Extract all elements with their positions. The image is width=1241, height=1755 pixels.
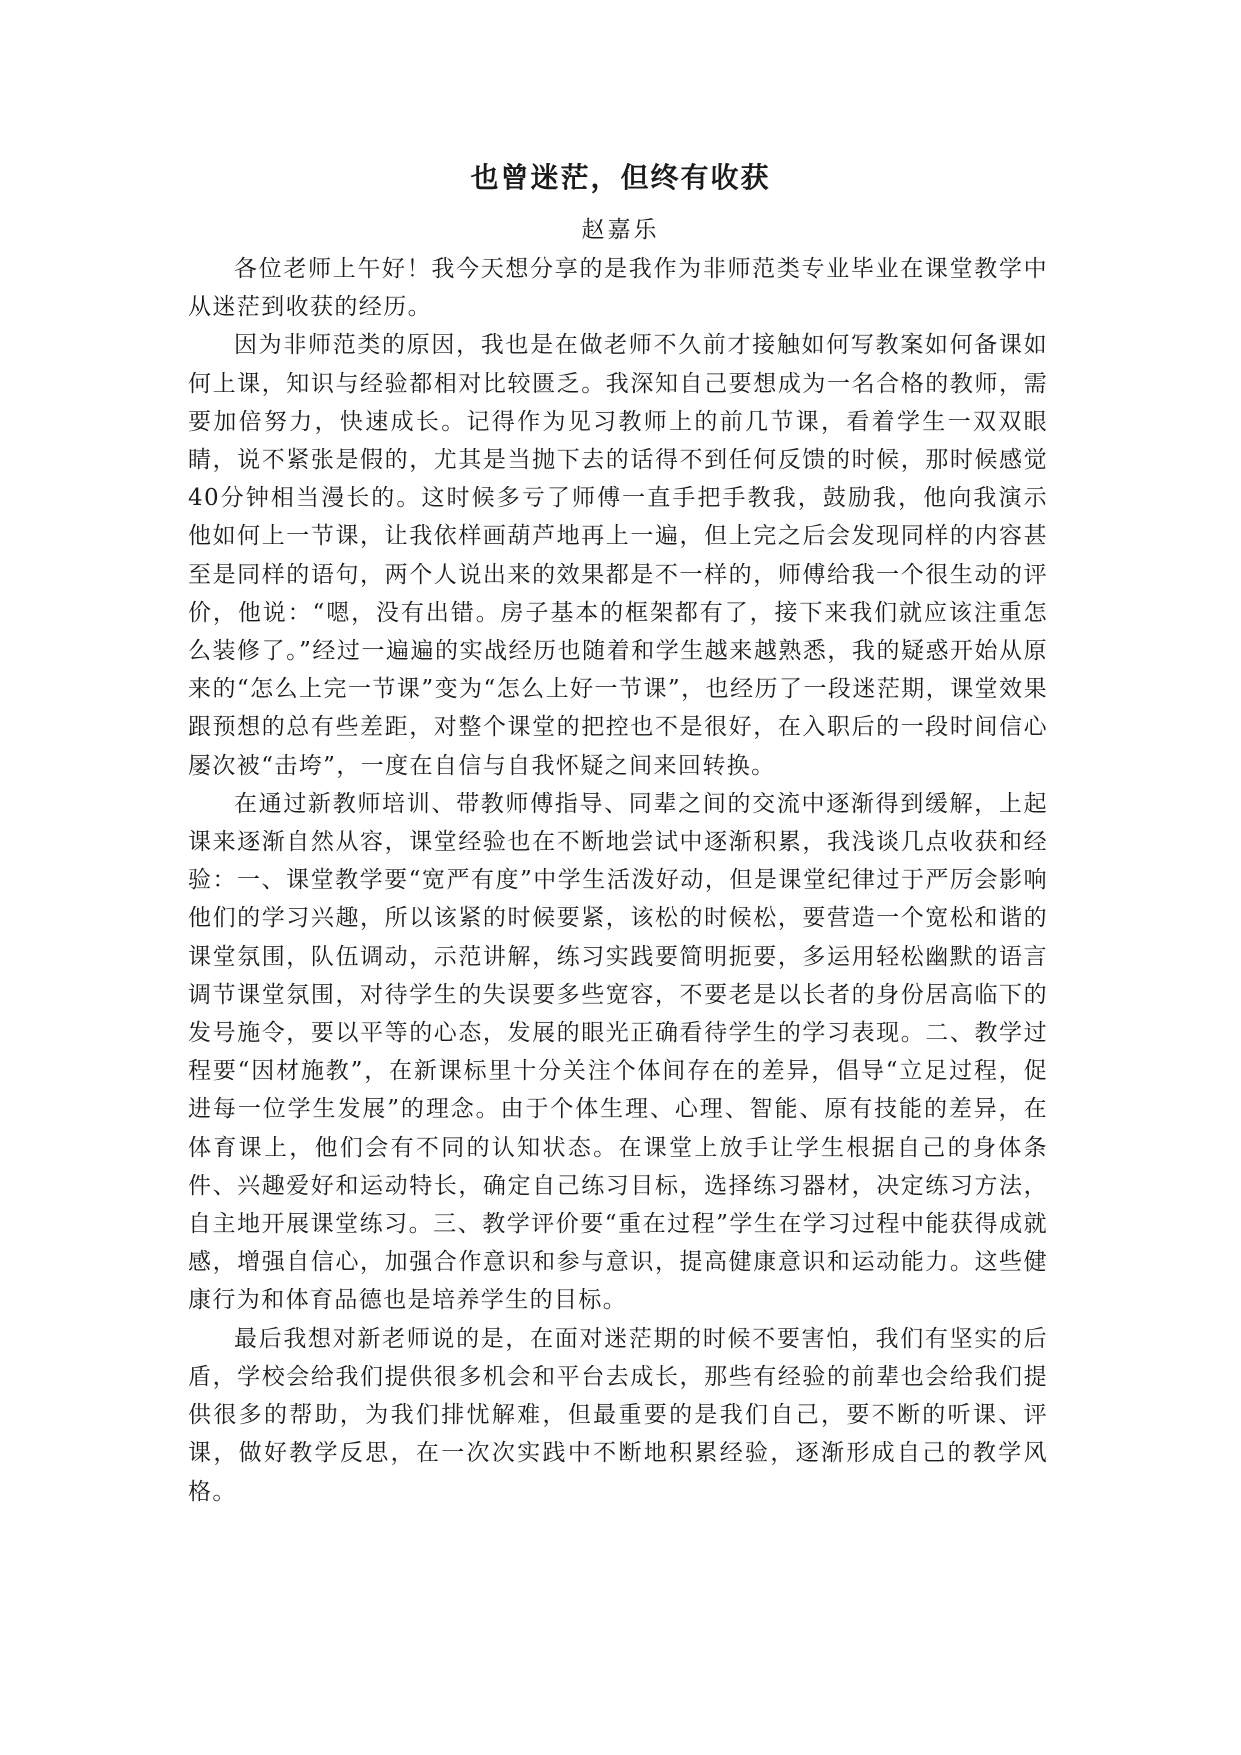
paragraph-closing: 最后我想对新老师说的是，在面对迷茫期的时候不要害怕，我们有坚实的后盾，学校会给我们提供很多机会和平台去成长，那些有经验的前辈也会给我们提供很多的帮助，为我们排忧解难，但最重要的是我们自己，要不断的听课、评课，做好教学反思，在一次次实践中不断地积累经验，逐渐形成自己的教学风格。 [188, 1325, 1048, 1505]
paragraph-experience: 在通过新教师培训、带教师傅指导、同辈之间的交流中逐渐得到缓解，上起课来逐渐自然从容，课堂经验也在不断地尝试中逐渐积累，我浅谈几点收获和经验：一、课堂教学要“宽严有度”中学生活泼好动，但是课堂纪律过于严厉会影响他们的学习兴趣，所以该紧的时候要紧，该松的时候松，要营造一个宽松和谐的课堂氛围，队伍调动，示范讲解，练习实践要简明扼要，多运用轻松幽默的语言调节课堂氛围，对待学生的失误要多些宽容，不要老是以长者的身份居高临下的发号施令，要以平等的心态，发展的眼光正确看待学生的学习表现。二、教学过程要“因材施教”，在新课标里十分关注个体间存在的差异，倡导“立足过程，促进每一位学生发展”的理念。由于个体生理、心理、智能、原有技能的差异，在体育课上，他们会有不同的认知状态。在课堂上放手让学生根据自己的身体条件、兴趣爱好和运动特长，确定自己练习目标，选择练习器材，决定练习方法，自主地开展课堂练习。三、教学评价要“重在过程”学生在学习过程中能获得成就感，增强自信心，加强合作意识和参与意识，提高健康意识和运动能力。这些健康行为和体育品德也是培养学生的目标。 [188, 790, 1048, 1314]
document-author: 赵嘉乐 [581, 217, 660, 243]
paragraph-background: 因为非师范类的原因，我也是在做老师不久前才接触如何写教案如何备课如何上课，知识与经验都相对比较匮乏。我深知自己要想成为一名合格的教师，需要加倍努力，快速成长。记得作为见习教师上的前几节课，看着学生一双双眼睛，说不紧张是假的，尤其是当抛下去的话得不到任何反馈的时候，那时候感觉40分钟相当漫长的。这时候多亏了师傅一直手把手教我，鼓励我，他向我演示他如何上一节课，让我依样画葫芦地再上一遍，但上完之后会发现同样的内容甚至是同样的语句，两个人说出来的效果都是不一样的，师傅给我一个很生动的评价，他说：“嗯，没有出错。房子基本的框架都有了，接下来我们就应该注重怎么装修了。”经过一遍遍的实战经历也随着和学生越来越熟悉，我的疑惑开始从原来的“怎么上完一节课”变为“怎么上好一节课”，也经历了一段迷茫期，课堂效果跟预想的总有些差距，对整个课堂的把控也不是很好，在入职后的一段时间信心屡次被“击垮”，一度在自信与自我怀疑之间来回转换。 [188, 332, 1048, 779]
paragraph-greeting: 各位老师上午好！我今天想分享的是我作为非师范类专业毕业在课堂教学中从迷茫到收获的经历。 [188, 256, 1048, 321]
document-title: 也曾迷茫，但终有收获 [470, 161, 771, 194]
document-body [188, 250, 1048, 1511]
